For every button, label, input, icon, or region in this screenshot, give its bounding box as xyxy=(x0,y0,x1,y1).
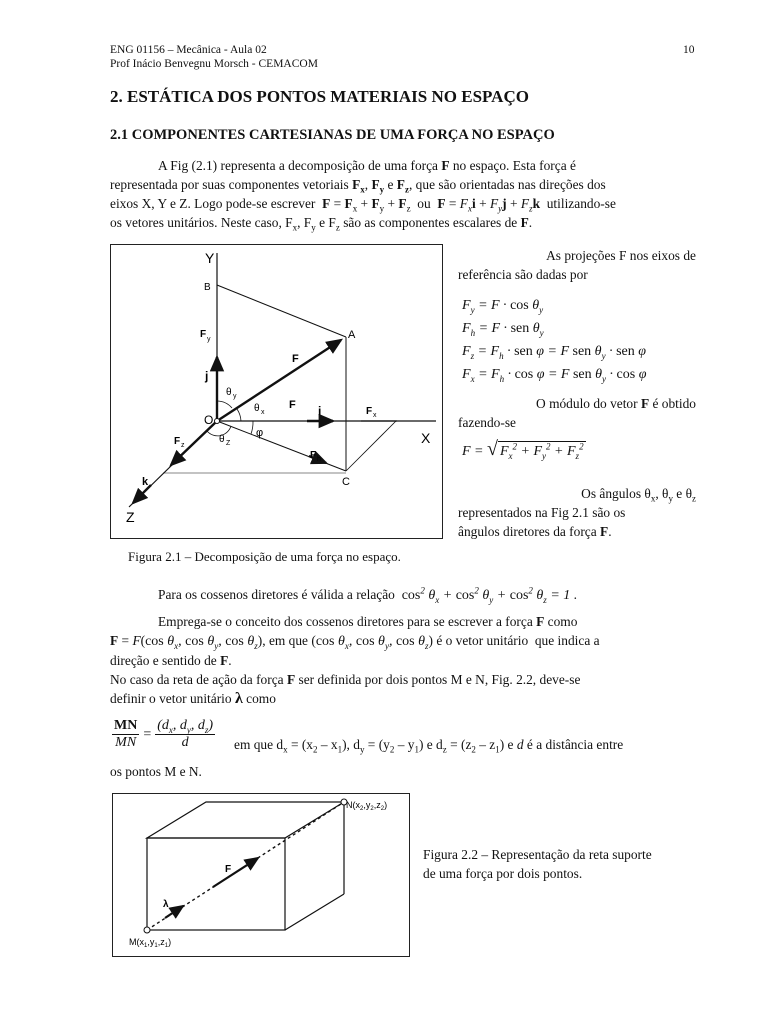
angles-text: Os ângulos $\theta_x$, $\theta_y$ e $\theta_z$ representados na Fig 2.1 são os ângulos diretores da força F. xyxy=(458,486,696,539)
label-fh-sub: h xyxy=(317,456,321,463)
label-theta-y: θ xyxy=(226,387,232,398)
label-fy-sub: y xyxy=(207,336,211,343)
axis-label-y: Y xyxy=(205,250,215,266)
projections-line1: As projeções F nos eixos de xyxy=(546,248,696,263)
header-professor: Prof Inácio Benvegnu Morsch - CEMACOM xyxy=(110,58,318,70)
figure-2-2 xyxy=(112,793,410,957)
page-number: 10 xyxy=(683,44,695,56)
label-fx: F xyxy=(366,406,373,417)
label-fx-sub: x xyxy=(373,412,377,419)
projection-equations: $F_y = F \cdot \cos \theta_y$ $F_h = F$ · sen $\theta_y$ $F_z = F_h$ · sen φ = F sen $\theta_y$ · sen φ $F_x = F_h \cdot \cos \varphi = F$ sen $\theta_y \cdot \cos \varphi$ xyxy=(462,298,647,384)
subsection-title: 2.1 COMPONENTES CARTESIANAS DE UMA FORÇA NO ESPAÇO xyxy=(110,127,555,143)
section-title: 2. ESTÁTICA DOS PONTOS MATERIAIS NO ESPAÇO xyxy=(110,87,529,106)
label-theta-y-sub: y xyxy=(233,393,237,400)
figure-2-1-caption: Figura 2.1 – Decomposição de uma força no espaço. xyxy=(128,549,401,564)
axis-label-x: X xyxy=(421,430,431,446)
intro-paragraph: A Fig (2.1) representa a decomposição de uma força F no espaço. Esta força é representada por suas componentes vetoriais $F_x$, $F_y$ e $F_z$, que são orientadas nas direções dos eixos X, Y e Z. Logo pode-se escrever $F = F_x + F_y + F_z$ ou $F = F_xi + F_yj + F_zk$ utilizando-se os vetores unitários. Neste caso, $F_x$, $F_y$ e $F_z$ são as componentes escalares de F. xyxy=(110,158,616,233)
point-o: O xyxy=(204,413,214,427)
fig2-label-lambda: λ xyxy=(163,899,169,910)
projections-text xyxy=(458,246,696,284)
label-fz-sub: z xyxy=(181,442,185,449)
point-a: A xyxy=(348,329,356,341)
header-course: ENG 01156 – Mecânica - Aula 02 xyxy=(110,44,267,56)
projections-line2: referência são dadas por xyxy=(458,267,588,282)
label-f: F xyxy=(292,353,299,365)
cosines-relation: Para os cossenos diretores é válida a relação $\cos^2 \theta_x + \cos^2 \theta_y + \cos^2 \theta_z = 1$ . xyxy=(158,585,577,605)
label-theta-z: θ xyxy=(219,434,225,445)
label-k: k xyxy=(142,476,149,488)
unit-vector-text-end: os pontos M e N. xyxy=(110,764,202,779)
cosines-relation-text: Para os cossenos diretores é válida a relação xyxy=(158,587,395,602)
label-theta-x: θ xyxy=(254,403,260,414)
point-c: C xyxy=(342,476,350,488)
label-fz: F xyxy=(174,436,181,447)
unit-vector-text: em que $d_x = (x_2 - x_1)$, $d_y = (y_2 - y_1)$ e $d_z = (z_2 - z_1)$ e d é a distância entre xyxy=(234,737,624,755)
label-i: i xyxy=(318,404,322,418)
figure-2-1 xyxy=(110,244,443,539)
unit-vector-equation: $\frac{MN}{MN}$ = $\frac{(d_x, d_y, d_z)}{d}$ xyxy=(114,718,214,750)
point-b: B xyxy=(204,282,211,293)
label-fy: F xyxy=(200,329,207,340)
modulus-equation: F = √ $F_x^2 + F_y^2 + F_z^2$ xyxy=(462,438,584,461)
figure-2-2-caption xyxy=(423,845,696,883)
force-decomposition-diagram xyxy=(111,245,442,538)
label-j: j xyxy=(205,369,209,383)
figure-2-2-caption-line1: Figura 2.2 – Representação da reta suporte xyxy=(423,847,652,862)
label-fh: F xyxy=(310,450,317,461)
cosines-paragraph: Emprega-se o conceito dos cossenos diretores para se escrever a força F como F = F(cos $\theta_x$, $\cos \theta_y$, $\cos \theta_z$), em que (cos $\theta_x$, $\cos \theta_y$, $\cos \theta_z$) é o vetor unitário que indica a direção e sentido de F. No caso da reta de ação da força F ser definida por dois pontos M e N, Fig. 2.2, deve-se definir o vetor unitário λ como xyxy=(110,614,600,707)
label-phi: φ xyxy=(256,427,264,439)
label-theta-x-sub: x xyxy=(261,409,265,416)
fig2-label-f: F xyxy=(225,864,232,875)
label-theta-z-sub: Z xyxy=(226,440,231,447)
axis-label-z: Z xyxy=(126,509,135,525)
label-f-mid: F xyxy=(289,399,296,411)
modulus-text: O módulo do vetor F é obtido fazendo-se xyxy=(458,396,696,430)
two-point-force-diagram xyxy=(113,794,409,956)
figure-2-2-caption-line2: de uma força por dois pontos. xyxy=(423,866,583,881)
fig2-label-n: $N(x_2,y_2,z_2)$ xyxy=(346,800,388,812)
fig2-label-m: $M(x_1,y_1,z_1)$ xyxy=(129,937,172,949)
